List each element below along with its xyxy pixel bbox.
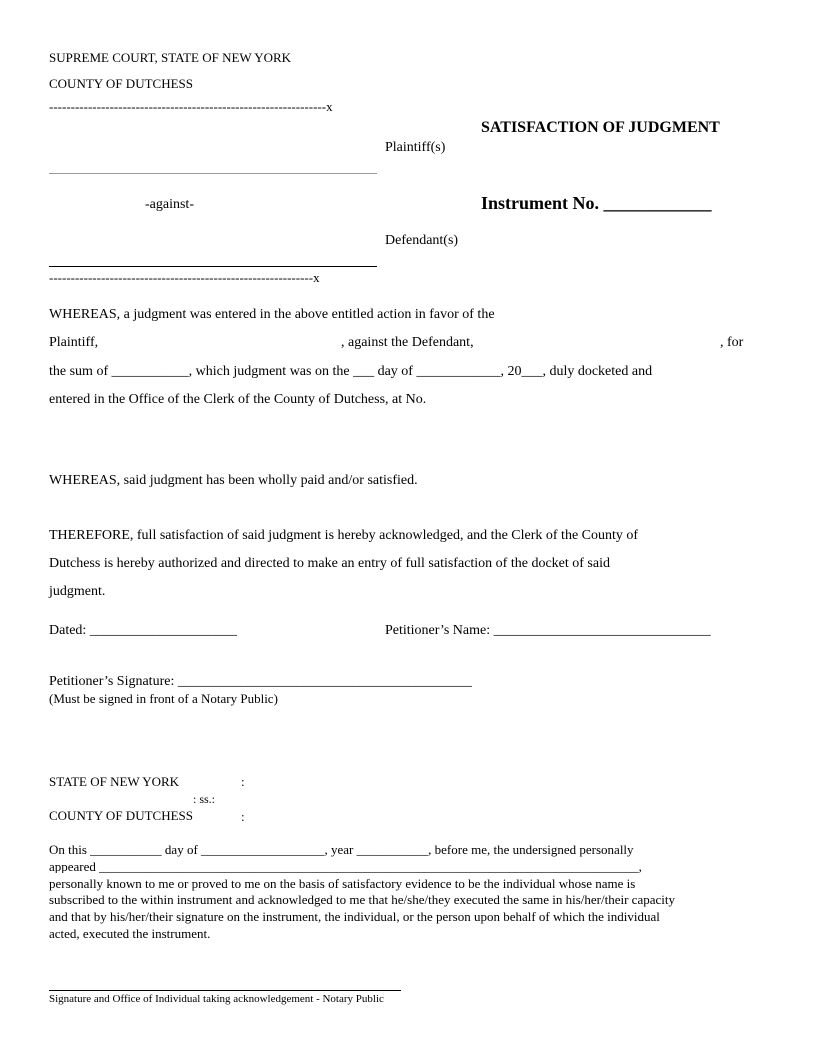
notary-signature-line — [49, 990, 401, 991]
plaintiff-label: Plaintiff(s) — [385, 140, 446, 155]
petitioner-signature-field: Petitioner’s Signature: __________________________________________ — [49, 674, 472, 689]
notary-caption: Signature and Office of Individual taking acknowledgement - Notary Public — [49, 993, 384, 1005]
for-text: , for — [720, 335, 744, 350]
court-name: SUPREME COURT, STATE OF NEW YORK — [49, 50, 292, 65]
ack-line-3: personally known to me or proved to me on the basis of satisfactory evidence to be the individual whose name is — [49, 876, 636, 891]
ack-line-5: and that by his/her/their signature on the instrument, the individual, or the person upon behalf of which the individual — [49, 909, 660, 924]
ack-line-6: acted, executed the instrument. — [49, 926, 211, 941]
ack-colon-1: : — [241, 774, 245, 789]
therefore-line-3: judgment. — [49, 584, 106, 599]
ack-line-4: subscribed to the within instrument and acknowledged to me that he/she/they executed the same in his/her/their capacity — [49, 892, 675, 907]
whereas-judgment-line: WHEREAS, a judgment was entered in the above entitled action in favor of the — [49, 307, 495, 322]
petitioner-name-field: Petitioner’s Name: _______________________________ — [385, 623, 711, 638]
dated-field: Dated: _____________________ — [49, 623, 237, 638]
caption-dash-bottom: -------------------------------------------------------------x — [49, 271, 320, 284]
against-defendant-text: , against the Defendant, — [341, 335, 474, 350]
defendant-label: Defendant(s) — [385, 233, 459, 248]
plaintiff-word: Plaintiff, — [49, 335, 99, 350]
county-name: COUNTY OF DUTCHESS — [49, 76, 193, 91]
plaintiff-name-line — [49, 173, 377, 174]
notary-note: (Must be signed in front of a Notary Public) — [49, 691, 278, 706]
whereas-satisfied: WHEREAS, said judgment has been wholly paid and/or satisfied. — [49, 473, 418, 488]
sum-line: the sum of ___________, which judgment was on the ___ day of ____________, 20___, duly docketed and — [49, 364, 653, 379]
instrument-number: Instrument No. ____________ — [481, 193, 712, 213]
ack-line-2: appeared ___________________________________________________________________________________, — [49, 860, 642, 873]
document-title: SATISFACTION OF JUDGMENT — [481, 119, 720, 136]
ack-state: STATE OF NEW YORK — [49, 774, 180, 789]
defendant-name-line — [49, 266, 377, 267]
ack-colon-2: : — [241, 809, 245, 824]
ack-ss: : ss.: — [193, 792, 216, 806]
entered-line: entered in the Office of the Clerk of the County of Dutchess, at No. — [49, 392, 427, 407]
against-label: -against- — [145, 197, 194, 212]
therefore-line-2: Dutchess is hereby authorized and directed to make an entry of full satisfaction of the docket of said — [49, 556, 610, 571]
therefore-line-1: THEREFORE, full satisfaction of said judgment is hereby acknowledged, and the Clerk of the County of — [49, 528, 639, 543]
caption-dash-top: ----------------------------------------------------------------x — [49, 100, 333, 113]
ack-line-1: On this ___________ day of ___________________, year ___________, before me, the undersigned personally — [49, 842, 634, 857]
ack-county: COUNTY OF DUTCHESS — [49, 808, 193, 823]
